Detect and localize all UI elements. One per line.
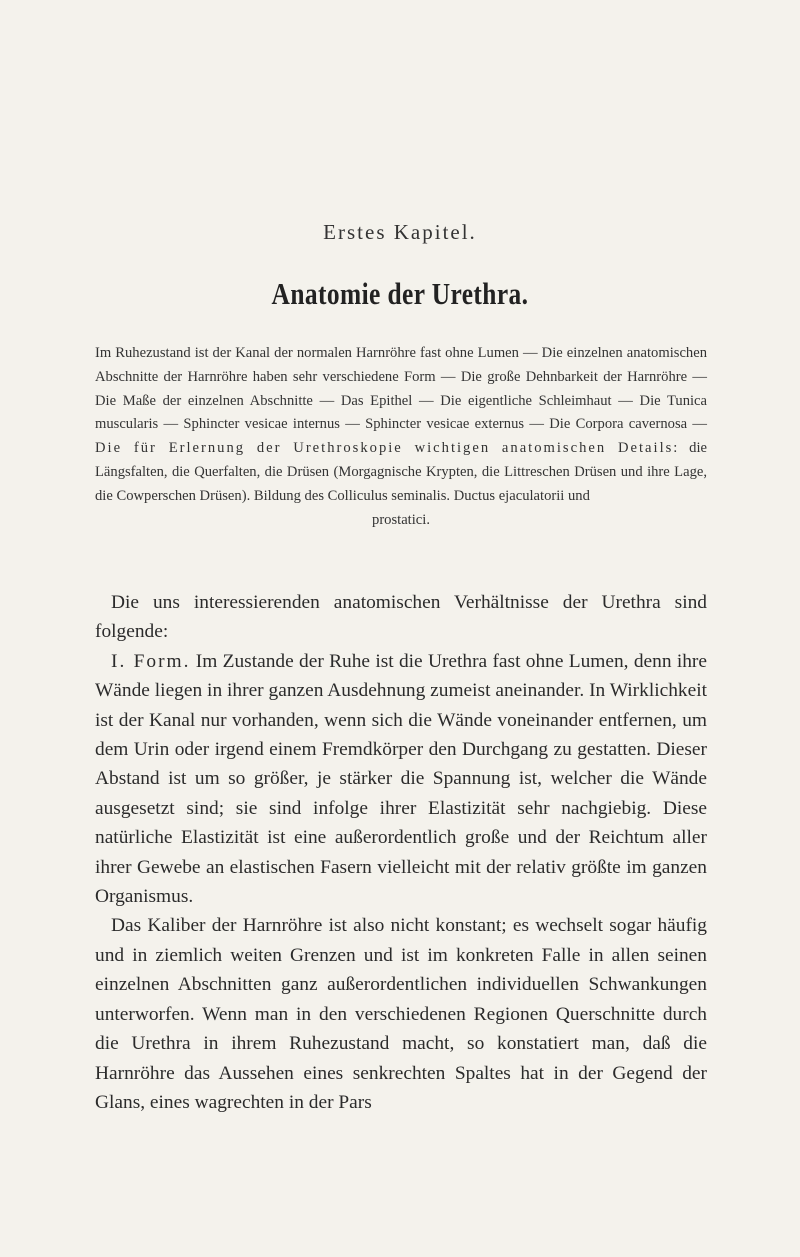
chapter-label: Erstes Kapitel. bbox=[323, 220, 477, 244]
caliber-paragraph: Das Kaliber der Harnröhre ist also nicht konstant; es wechselt sogar häufig und in ziemlich weiten Grenzen und ist im konkreten Falle in allen seinen einzelnen Abschnitten ganz außerordentlichen individuellen Schwankungen unterworfen. Wenn man in den verschiedenen Regionen Querschnitte durch die Urethra in ihrem Ruhezustand macht, so konstatiert man, daß die Harnröhre das Aussehen eines senkrechten Spaltes hat in der Gegend der Glans, eines wagrechten in der Pars bbox=[95, 915, 707, 1113]
chapter-title: Anatomie der Urethra. bbox=[271, 276, 529, 311]
section-label-form: I. Form. bbox=[111, 650, 191, 672]
form-paragraph bbox=[95, 647, 707, 912]
chapter-summary bbox=[95, 342, 707, 532]
summary-spaced-text: Die für Erlernung der Urethroskopie wichtigen anatomischen Details: bbox=[95, 440, 680, 457]
summary-last-line: prostatici. bbox=[372, 511, 430, 528]
intro-paragraph: Die uns interessierenden anatomischen Verhältnisse der Urethra sind folgende: bbox=[95, 592, 707, 643]
summary-text-part1: Im Ruhezustand ist der Kanal der normalen Harnröhre fast ohne Lumen — Die einzelnen anatomischen Abschnitte der Harnröhre haben sehr verschiedene Form — Die große Dehnbarkeit der Harnröhre — Die Maße der einzelnen Abschnitte — Das Epithel — Die eigentliche Schleimhaut — Die Tunica muscularis — Sphincter vesicae internus — Sphincter vesicae externus — Die Corpora cavernosa — bbox=[95, 345, 707, 433]
body-text bbox=[95, 588, 707, 1117]
summary-text-part2: die Längsfalten, die Querfalten, die Drüsen (Morgagnische Krypten, die Littreschen Drüsen und ihre Lage, die Cowperschen Drüsen). Bildung des Colliculus seminalis. Ductus ejaculatorii und bbox=[95, 440, 707, 504]
form-paragraph-text: Im Zustande der Ruhe ist die Urethra fast ohne Lumen, denn ihre Wände liegen in ihrer ganzen Ausdehnung zumeist aneinander. In Wirklichkeit ist der Kanal nur vorhanden, wenn sich die Wände voneinander entfernen, um dem Urin oder irgend einem Fremdkörper den Durchgang zu gestatten. Dieser Abstand ist um so größer, je stärker die Spannung ist, welcher die Wände ausgesetzt sind; sie sind infolge ihrer Elastizität sehr nachgiebig. Diese natürliche Elastizität ist eine außerordentlich große und der Reichtum aller ihrer Gewebe an elastischen Fasern vielleicht mit der relativ größte im ganzen Organismus. bbox=[95, 650, 707, 908]
